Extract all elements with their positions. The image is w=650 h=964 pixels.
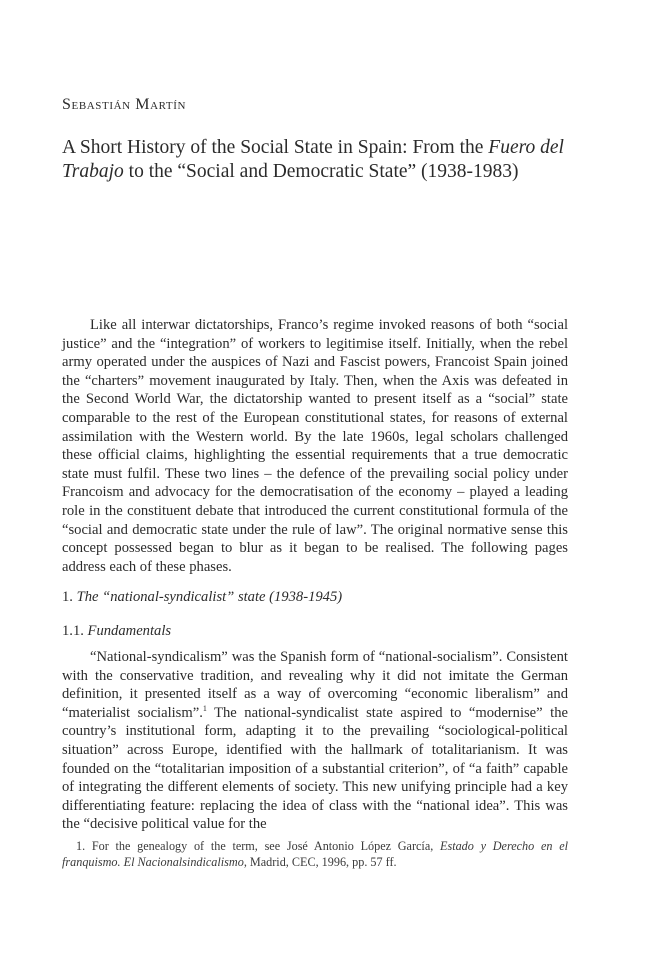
- section-number: 1.: [62, 589, 77, 605]
- body-paragraph: [62, 648, 568, 834]
- footnote-italic-title: Estado y Derecho en el franquismo. El Nacionalsindicalismo: [62, 839, 568, 870]
- title-italic: Fuero del Trabajo: [62, 137, 564, 182]
- paper-page: [62, 0, 568, 964]
- title-part-2: to the “Social and Democratic State” (1938-1983): [123, 161, 519, 182]
- abstract-paragraph: Like all interwar dictatorships, Franco’s regime invoked reasons of both “social justice” and the “integration” of workers to legitimise itself. Initially, when the rebel army operated under the auspices of Nazi and Fascist powers, Francoist Spain joined the “charters” movement inaugurated by Italy. Then, when the Axis was defeated in the Second World War, the dictatorship wanted to present itself as a “social” state comparable to the rest of the European constitutional states, for reasons of external assimilation with the Western world. By the late 1960s, legal scholars challenged these official claims, highlighting the essential requirements that a true democratic state must fulfil. These two lines – the defence of the prevailing social policy under Francoism and advocacy for the democratisation of the economy – played a leading role in the constituent debate that introduced the current constitutional formula of the “social and democratic state under the rule of law”. The original normative sense this concept possessed began to blur as it began to be realised. The following pages address each of these phases.: [62, 317, 568, 575]
- section-heading-1: [62, 588, 342, 606]
- footnote-reference[interactable]: 1: [202, 703, 207, 713]
- subsection-title: Fundamentals: [87, 623, 172, 639]
- footnote-1: [62, 838, 568, 871]
- body-text-before-note: “National-syndicalism” was the Spanish form of “national-socialism”. Consistent with the conservative tradition, and revealing why it did not imitate the German definition, it presented itself as a way of overcoming “economic liberalism” and “materialist socialism”.: [62, 649, 568, 721]
- footnote-number: 1.: [76, 839, 86, 853]
- footnote-text-1: For the genealogy of the term, see José Antonio López García,: [85, 839, 441, 853]
- subsection-heading-1-1: [62, 622, 171, 640]
- section-title: The “national-syndicalist” state (1938-1945): [76, 589, 343, 605]
- title-part-1: A Short History of the Social State in Spain: From the: [62, 137, 489, 158]
- article-title: [62, 136, 568, 184]
- body-text-after-note: The national-syndicalist state aspired to “modernise” the country’s institutional form, adapting it to the prevailing “sociological-political situation” across Europe, identified with the hallmark of totalitarianism. It was founded on the “totalitarian imposition of a substantial criterion”, of “a faith” capable of integrating the different elements of society. This new unifying principle had a key differentiating feature: replacing the idea of class with the “national idea”. This was the “decisive political value for the: [62, 704, 568, 833]
- author-name: Sebastián Martín: [62, 96, 187, 113]
- subsection-number: 1.1.: [62, 623, 88, 639]
- footnote-text-2: , Madrid, CEC, 1996, pp. 57 ff.: [243, 855, 397, 870]
